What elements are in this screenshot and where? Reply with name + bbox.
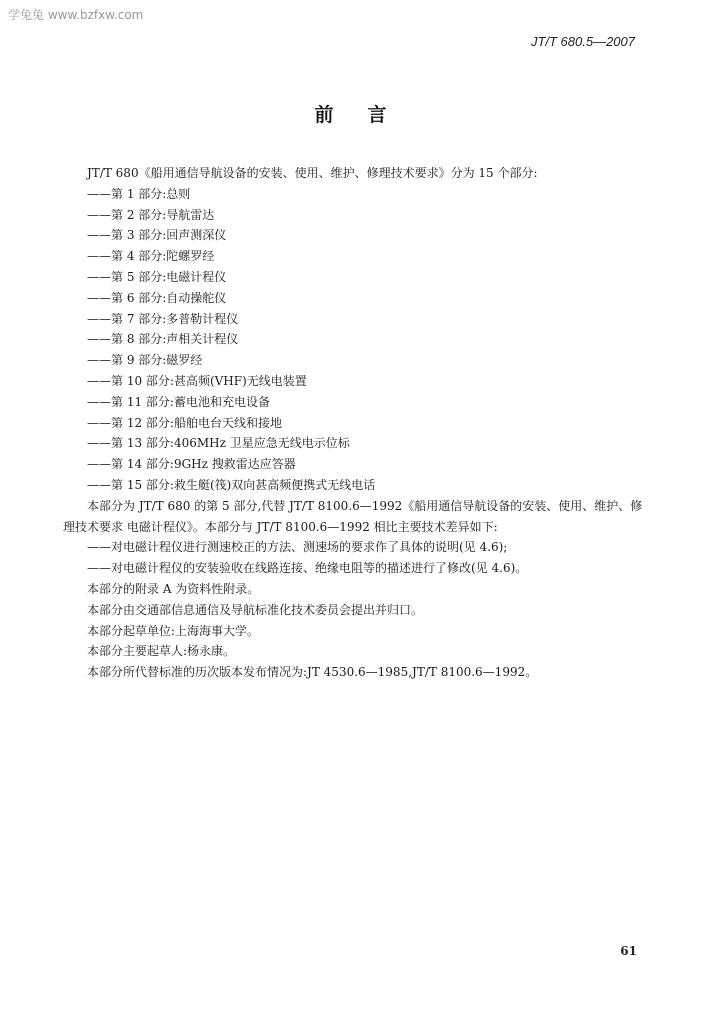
list-item: ——对电磁计程仪的安装验收在线路连接、绝缘电阻等的描述进行了修改(见 4.6)。 <box>87 561 528 576</box>
list-item: ——第 12 部分:船舶电台天线和接地 <box>87 415 282 430</box>
differences-list <box>63 537 643 579</box>
list-item: ——第 9 部分:磁罗经 <box>87 353 203 368</box>
list-item: ——第 6 部分:自动操舵仪 <box>87 290 227 305</box>
document-body <box>63 163 643 683</box>
list-item: ——第 3 部分:回声测深仪 <box>87 228 227 243</box>
list-item: ——第 10 部分:甚高频(VHF)无线电装置 <box>87 373 307 388</box>
page-number: 61 <box>620 944 637 958</box>
list-item: ——第 4 部分:陀螺罗经 <box>87 249 215 264</box>
list-item: ——第 5 部分:电磁计程仪 <box>87 269 227 284</box>
annex-note: 本部分的附录 A 为资料性附录。 <box>87 581 260 596</box>
watermark: 学兔兔 www.bzfxw.com <box>8 8 144 22</box>
list-item: ——第 11 部分:蓄电池和充电设备 <box>87 394 270 409</box>
list-item: ——第 14 部分:9GHz 搜救雷达应答器 <box>87 457 296 472</box>
previous-editions: 本部分所代替标准的历次版本发布情况为:JT 4530.6—1985,JT/T 8100.6—1992。 <box>87 665 538 680</box>
page-title: 前言 <box>314 104 421 126</box>
standard-number: JT/T 680.5—2007 <box>530 34 635 49</box>
list-item: ——第 1 部分:总则 <box>87 186 191 201</box>
list-item: ——第 15 部分:救生艇(筏)双向甚高频便携式无线电话 <box>87 477 376 492</box>
parts-list <box>63 184 643 496</box>
replacement-paragraph: 本部分为 JT/T 680 的第 5 部分,代替 JT/T 8100.6—1992《船用通信导航设备的安装、使用、维护、修理技术要求 电磁计程仪》。本部分与 JT/T 8100.6—1992 相比主要技术差异如下: <box>63 498 643 534</box>
list-item: ——对电磁计程仪进行测速校正的方法、测速场的要求作了具体的说明(见 4.6); <box>87 540 508 555</box>
list-item: ——第 8 部分:声相关计程仪 <box>87 332 239 347</box>
intro-paragraph: JT/T 680《船用通信导航设备的安装、使用、维护、修理技术要求》分为 15 个部分: <box>87 166 538 180</box>
drafter: 本部分主要起草人:杨永康。 <box>87 644 236 659</box>
list-item: ——第 13 部分:406MHz 卫星应急无线电示位标 <box>87 436 350 451</box>
proposer-note: 本部分由交通部信息通信及导航标准化技术委员会提出并归口。 <box>87 602 424 617</box>
drafting-unit: 本部分起草单位:上海海事大学。 <box>87 623 260 638</box>
list-item: ——第 2 部分:导航雷达 <box>87 207 215 222</box>
list-item: ——第 7 部分:多普勒计程仪 <box>87 311 239 326</box>
